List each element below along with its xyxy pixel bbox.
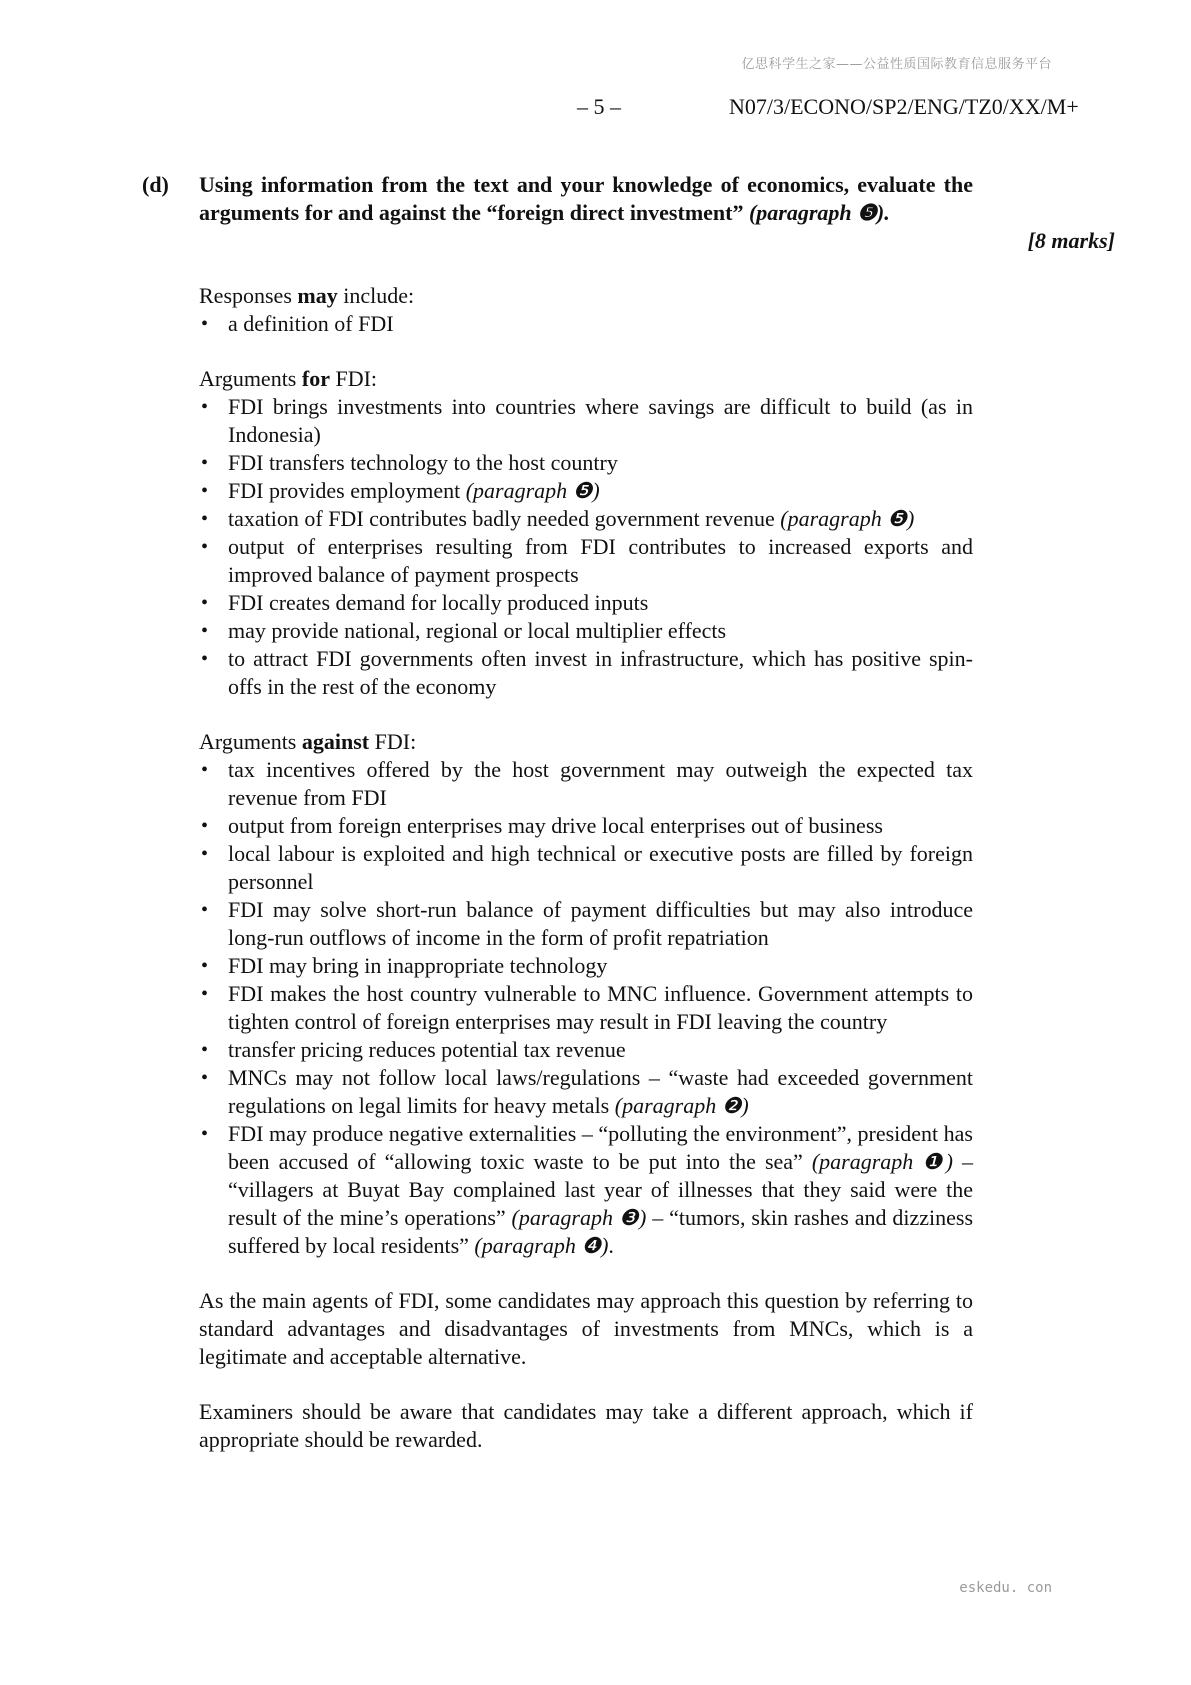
list-item	[199, 840, 973, 896]
against-heading-bold: against	[301, 729, 370, 754]
list-item	[199, 1036, 973, 1064]
list-item	[199, 505, 973, 533]
list-item	[199, 589, 973, 617]
paragraph-ref: (paragraph ❺)	[465, 478, 600, 503]
list-item-text: MNCs may not follow local laws/regulations – “waste had exceeded government regulations on legal limits for heavy metals	[228, 1065, 973, 1118]
question-paragraph-ref: (paragraph ❺).	[748, 200, 890, 225]
paragraph-ref: (paragraph ❺)	[780, 506, 915, 531]
list-item-text: taxation of FDI contributes badly needed government revenue	[228, 506, 781, 531]
list-item-text: FDI may bring in inappropriate technology	[228, 953, 608, 978]
question-text-main: Using information from the text and your knowledge of economics, evaluate the arguments for and against the “foreign direct investment”	[199, 172, 973, 225]
externalities-text-3: – “tumors, skin rashes and dizziness suffered by local residents”	[228, 1205, 974, 1258]
closing-paragraph-2: Examiners should be aware that candidates may take a different approach, which if appropriate should be rewarded.	[199, 1399, 973, 1452]
question-marks: [8 marks]	[1027, 228, 1115, 253]
list-item-text: FDI transfers technology to the host country	[228, 450, 618, 475]
list-item-externalities	[199, 1120, 973, 1260]
list-item	[199, 756, 973, 812]
list-item-text: transfer pricing reduces potential tax revenue	[228, 1037, 626, 1062]
closing-paragraph-1: As the main agents of FDI, some candidates may approach this question by referring to standard advantages and disadvantages of investments from MNCs, which is a legitimate and acceptable alternative.	[199, 1288, 973, 1369]
list-item	[199, 1064, 973, 1120]
list-item: • a definition of FDI	[199, 310, 973, 338]
for-list	[199, 393, 973, 701]
against-list	[199, 756, 973, 1260]
document-reference-code: N07/3/ECONO/SP2/ENG/TZ0/XX/M+	[729, 94, 1079, 119]
externalities-ref-2: (paragraph ❸)	[511, 1205, 647, 1230]
list-item-text: FDI brings investments into countries where savings are difficult to build (as in Indonesia)	[228, 394, 973, 447]
list-item-text: FDI provides employment	[228, 478, 466, 503]
for-heading-bold: for	[301, 366, 330, 391]
page-number: – 5 –	[577, 94, 621, 119]
footer-watermark: eskedu. con	[959, 1580, 1052, 1596]
list-item	[199, 393, 973, 449]
against-heading	[199, 728, 973, 756]
externalities-text-1: FDI may produce negative externalities – “polluting the environment”, president has been accused of “allowing toxic waste to be put into the sea”	[228, 1121, 973, 1174]
paragraph-ref: (paragraph ❷)	[614, 1093, 749, 1118]
list-item	[199, 645, 973, 701]
externalities-text-4: .	[608, 1233, 614, 1258]
markscheme-body	[199, 282, 973, 1454]
list-item-text: output from foreign enterprises may drive local enterprises out of business	[228, 813, 883, 838]
list-item-text: local labour is exploited and high technical or executive posts are filled by foreign personnel	[228, 841, 973, 894]
for-heading-post: FDI:	[329, 366, 378, 391]
externalities-text-2: – “villagers at Buyat Bay complained last year of illnesses that they said were the result of the mine’s operations”	[228, 1149, 974, 1230]
list-item-text: FDI creates demand for locally produced inputs	[228, 590, 649, 615]
list-item	[199, 980, 973, 1036]
list-item-text: tax incentives offered by the host government may outweigh the expected tax revenue from FDI	[228, 757, 973, 810]
intro-pre: Responses	[199, 283, 298, 308]
list-item	[199, 533, 973, 589]
intro-post: include:	[337, 283, 415, 308]
for-heading	[199, 365, 973, 393]
intro-list	[199, 310, 973, 338]
list-item	[199, 952, 973, 980]
list-item	[199, 812, 973, 840]
list-item-text: FDI makes the host country vulnerable to MNC influence. Government attempts to tighten control of foreign enterprises may result in FDI leaving the country	[228, 981, 973, 1034]
header-watermark: 亿思科学生之家——公益性质国际教育信息服务平台	[741, 57, 1052, 72]
question-label: (d)	[142, 172, 169, 197]
list-item	[199, 477, 973, 505]
list-item	[199, 617, 973, 645]
question-text	[199, 171, 973, 227]
list-item	[199, 449, 973, 477]
against-heading-pre: Arguments	[199, 729, 302, 754]
intro-bold: may	[297, 283, 338, 308]
for-heading-pre: Arguments	[199, 366, 302, 391]
against-heading-post: FDI:	[369, 729, 417, 754]
list-item-text: output of enterprises resulting from FDI contributes to increased exports and improved balance of payment prospects	[228, 534, 973, 587]
list-item-text: FDI may solve short-run balance of payment difficulties but may also introduce long-run outflows of income in the form of profit repatriation	[228, 897, 973, 950]
list-item-text: may provide national, regional or local multiplier effects	[228, 618, 727, 643]
list-item	[199, 896, 973, 952]
externalities-ref-3: (paragraph ❹)	[474, 1233, 609, 1258]
list-item-text: to attract FDI governments often invest in infrastructure, which has positive spin-offs in the rest of the economy	[228, 646, 973, 699]
intro-line	[199, 282, 973, 310]
externalities-ref-1: (paragraph ❶)	[811, 1149, 953, 1174]
